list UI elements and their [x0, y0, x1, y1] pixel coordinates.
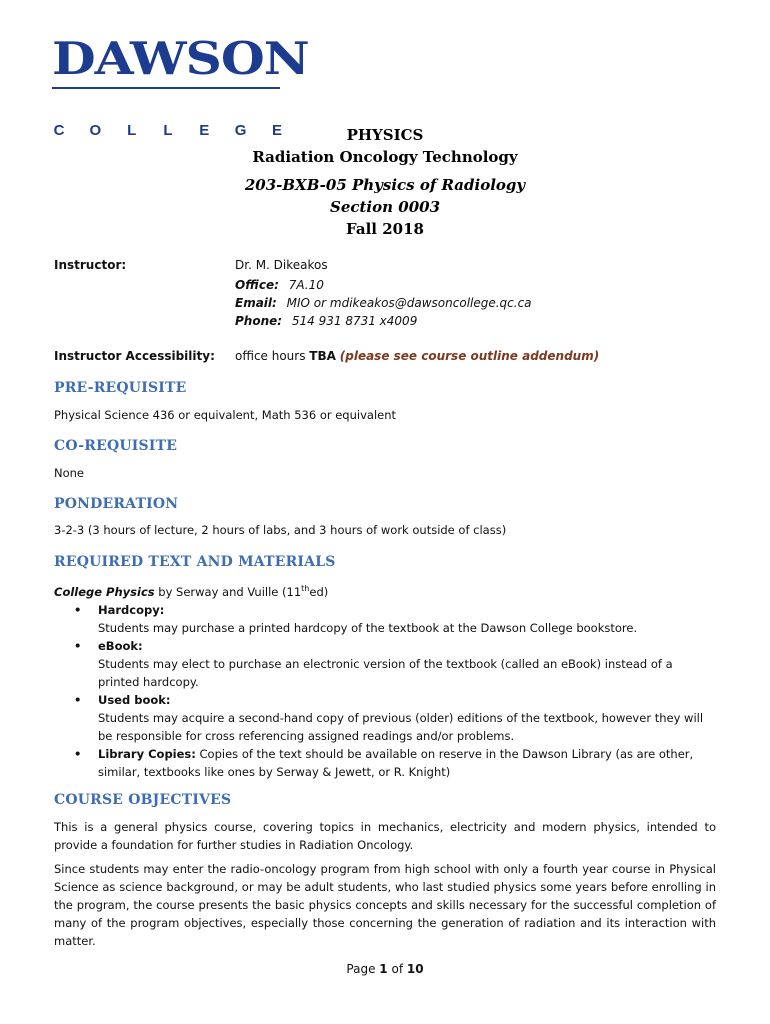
- corequisite-heading: CO-REQUISITE: [54, 438, 178, 454]
- list-item-text: Students may elect to purchase an electronic version of the textbook (called an eBook) instead of a printed hardcopy.: [98, 657, 673, 689]
- logo-rule: [52, 87, 280, 89]
- page-number: 1: [379, 962, 388, 976]
- list-item-text: Students may acquire a second-hand copy of previous (older) editions of the textbook, however they will be responsible for cross referencing assigned readings and/or problems.: [98, 711, 704, 743]
- logo-letter: C: [53, 122, 65, 139]
- accessibility-value: [235, 349, 599, 363]
- bullet: •: [74, 603, 82, 617]
- logo-letter: E: [199, 122, 210, 139]
- email-value: MIO or mdikeakos@dawsoncollege.qc.ca: [286, 296, 532, 310]
- ponderation-heading: PONDERATION: [54, 496, 179, 512]
- list-item-title: eBook:: [98, 639, 143, 653]
- phone-value: 514 931 8731 x4009: [291, 314, 418, 328]
- page-total: 10: [406, 962, 424, 976]
- page-word: Page: [346, 962, 380, 976]
- title-program: Radiation Oncology Technology: [252, 148, 518, 166]
- of-word: of: [387, 962, 407, 976]
- list-item: [54, 745, 716, 781]
- materials-heading: REQUIRED TEXT AND MATERIALS: [54, 554, 336, 570]
- list-item-title: Used book:: [98, 693, 171, 707]
- title-section: Section 0003: [329, 198, 441, 216]
- office-label: Office:: [235, 278, 279, 292]
- office-value: 7A.10: [288, 278, 324, 292]
- office-hours-tba: TBA: [309, 349, 336, 363]
- office-hours-text: office hours: [235, 349, 310, 363]
- page-footer: [0, 962, 770, 976]
- list-item-title: Hardcopy:: [98, 603, 165, 617]
- phone-label: Phone:: [235, 314, 283, 328]
- logo-wordmark: DAWSON: [52, 32, 309, 85]
- edition-superscript: th: [301, 584, 310, 593]
- objectives-paragraph-2: Since students may enter the radio-oncology program from high school with only a fourth year course in Physical Science as science background, or may be adult students, who last studied physics some years before enrolling in the program, the course presents the basic physics concepts and skills necessary for the successful completion of many of the program objectives, especially those concerning the generation of radiation and its interaction with matter.: [54, 862, 716, 948]
- title-course: 203-BXB-05 Physics of Radiology: [244, 176, 526, 194]
- textbook-title: College Physics: [54, 584, 155, 599]
- title-term: Fall 2018: [346, 220, 424, 238]
- email-label: Email:: [235, 296, 277, 310]
- textbook-authors: by Serway and Vuille (11: [154, 584, 302, 599]
- logo-letter: O: [89, 122, 102, 139]
- list-item: [54, 691, 716, 745]
- prerequisite-text: Physical Science 436 or equivalent, Math 536 or equivalent: [54, 408, 397, 422]
- course-title-block: [0, 124, 770, 240]
- ponderation-text: 3-2-3 (3 hours of lecture, 2 hours of labs, and 3 hours of work outside of class): [54, 523, 507, 537]
- logo-letter: L: [127, 122, 137, 139]
- logo-letter: L: [163, 122, 173, 139]
- logo-letter: E: [271, 122, 282, 139]
- list-item: [54, 601, 716, 637]
- accessibility-label: Instructor Accessibility:: [54, 349, 215, 363]
- textbook-edition-end: ed): [309, 584, 329, 599]
- list-item: [54, 637, 716, 691]
- title-department: PHYSICS: [346, 126, 424, 144]
- logo-letter: G: [234, 122, 247, 139]
- list-item-title: Library Copies:: [98, 747, 196, 761]
- list-item-text: Students may purchase a printed hardcopy of the textbook at the Dawson College bookstore.: [98, 621, 638, 635]
- objectives-heading: COURSE OBJECTIVES: [54, 792, 232, 808]
- list-item-text: Copies of the text should be available on reserve in the Dawson Library (as are other, similar, textbooks like ones by Serway & Jewett, or R. Knight): [98, 747, 694, 779]
- corequisite-text: None: [54, 466, 85, 480]
- prerequisite-heading: PRE-REQUISITE: [54, 380, 187, 396]
- instructor-label: Instructor:: [54, 258, 127, 272]
- office-row: [235, 278, 324, 292]
- bullet: •: [74, 639, 82, 653]
- dawson-college-logo: [52, 32, 309, 139]
- bullet: •: [74, 747, 82, 761]
- addendum-note: (please see course outline addendum): [339, 349, 600, 363]
- phone-row: [235, 314, 417, 328]
- email-row: [235, 296, 532, 310]
- bullet: •: [74, 693, 82, 707]
- textbook-line: [54, 580, 714, 601]
- objectives-paragraph-1: This is a general physics course, covering topics in mechanics, electricity and modern physics, intended to provide a foundation for further studies in Radiation Oncology.: [54, 820, 716, 852]
- instructor-name: Dr. M. Dikeakos: [235, 258, 328, 272]
- materials-list: [54, 601, 716, 781]
